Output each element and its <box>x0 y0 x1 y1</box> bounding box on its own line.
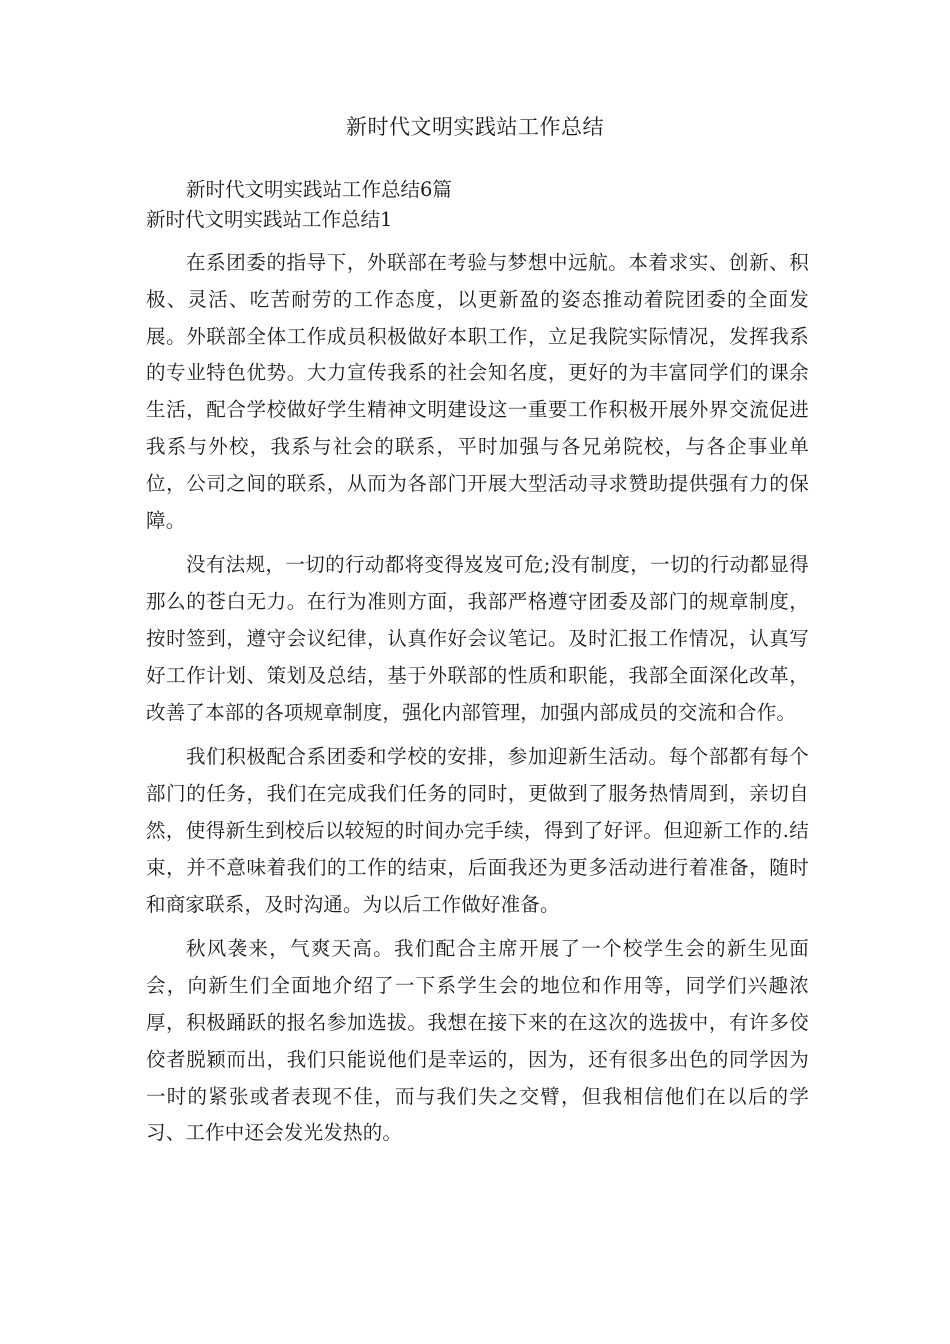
paragraph: 秋风袭来，气爽天高。我们配合主席开展了一个校学生会的新生见面会，向新生们全面地介绍了一下系学生会的地位和作用等，同学们兴趣浓厚，积极踊跃的报名参加选拔。我想在接下来的在这次的选拔中，有许多佼佼者脱颖而出，我们只能说他们是幸运的，因为，还有很多出色的同学因为一时的紧张或者表现不佳，而与我们失之交臂，但我相信他们在以后的学习、工作中还会发光发热的。 <box>146 937 809 1145</box>
document-title: 新时代文明实践站工作总结 <box>346 115 604 139</box>
paragraph: 我们积极配合系团委和学校的安排，参加迎新生活动。每个部都有每个部门的任务，我们在完成我们任务的同时，更做到了服务热情周到，亲切自然，使得新生到校后以较短的时间办完手续，得到了好评。但迎新工作的.结束，并不意味着我们的工作的结束，后面我还为更多活动进行着准备，随时和商家联系，及时沟通。为以后工作做好准备。 <box>146 745 809 916</box>
document-body <box>146 175 809 1160</box>
document-subtitle: 新时代文明实践站工作总结6篇 <box>186 178 452 201</box>
paragraph: 没有法规，一切的行动都将变得岌岌可危;没有制度，一切的行动都显得那么的苍白无力。在行为准则方面，我部严格遵守团委及部门的规章制度，按时签到，遵守会议纪律，认真作好会议笔记。及时汇报工作情况，认真写好工作计划、策划及总结，基于外联部的性质和职能，我部全面深化改革，改善了本部的各项规章制度，强化内部管理，加强内部成员的交流和合作。 <box>146 553 809 724</box>
section-heading: 新时代文明实践站工作总结1 <box>146 208 393 231</box>
paragraph: 在系团委的指导下，外联部在考验与梦想中远航。本着求实、创新、积极、灵活、吃苦耐劳的工作态度，以更新盈的姿态推动着院团委的全面发展。外联部全体工作成员积极做好本职工作，立足我院实际情况，发挥我系的专业特色优势。大力宣传我系的社会知名度，更好的为丰富同学们的课余生活，配合学校做好学生精神文明建设这一重要工作积极开展外界交流促进我系与外校，我系与社会的联系，平时加强与各兄弟院校，与各企事业单位，公司之间的联系，从而为各部门开展大型活动寻求赞助提供强有力的保障。 <box>146 251 809 532</box>
